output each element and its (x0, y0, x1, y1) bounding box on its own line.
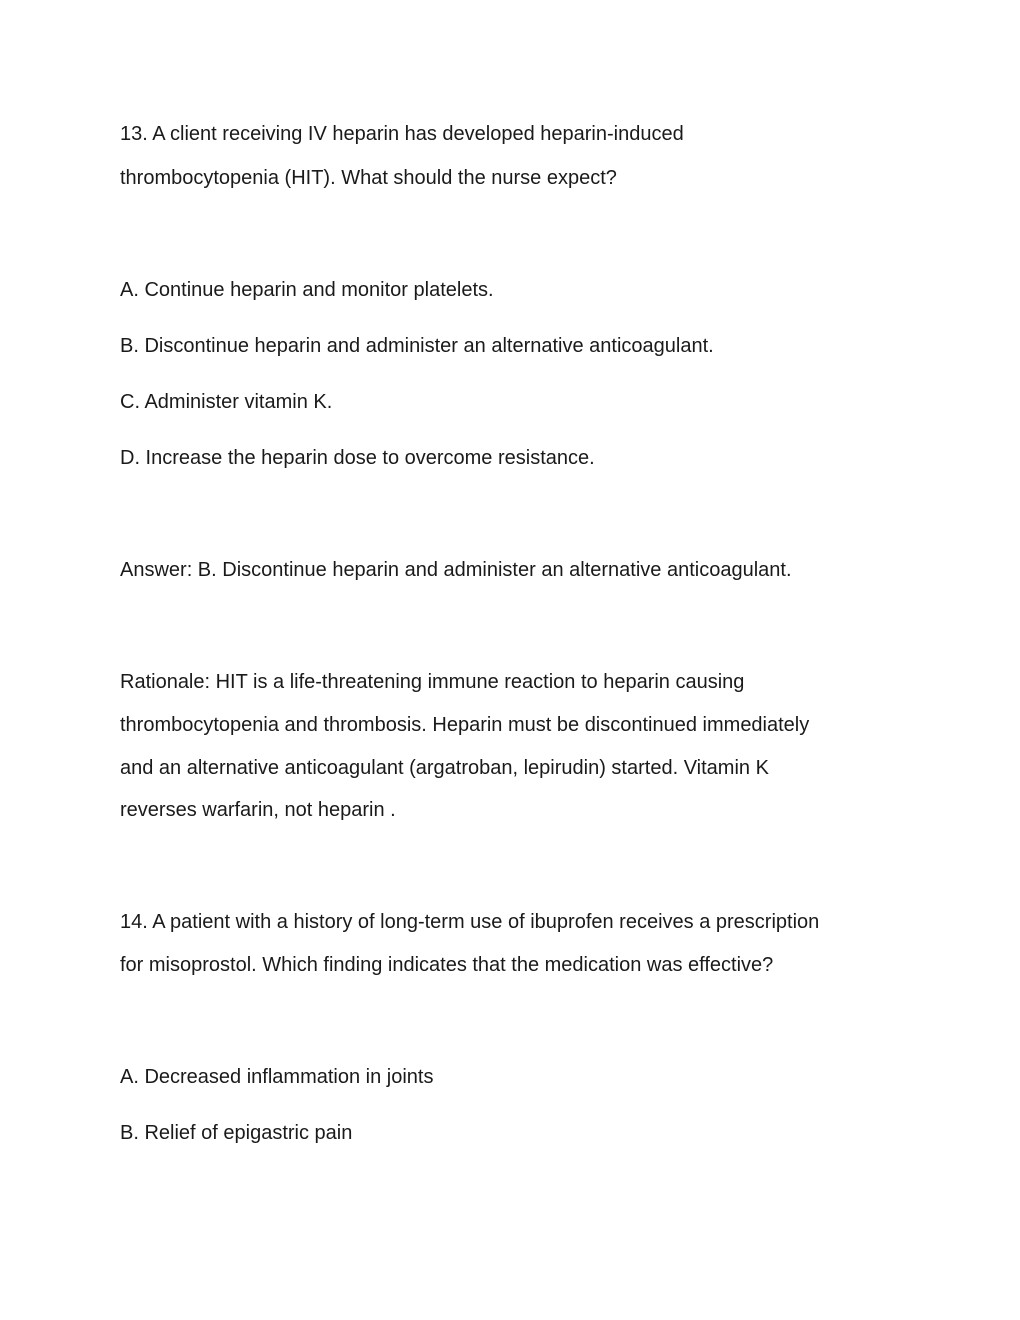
question-13-answer: Answer: B. Discontinue heparin and administer an alternative anticoagulant. (120, 559, 792, 581)
question-13-rationale-line-4: reverses warfarin, not heparin . (120, 799, 396, 821)
question-14-stem-line-2: for misoprostol. Which finding indicates that the medication was effective? (120, 954, 774, 976)
question-13-stem-line-1: 13. A client receiving IV heparin has developed heparin-induced (120, 123, 684, 145)
question-14-option-b: B. Relief of epigastric pain (120, 1122, 353, 1144)
question-13-rationale-line-3: and an alternative anticoagulant (argatroban, lepirudin) started. Vitamin K (120, 757, 769, 779)
question-13-option-d: D. Increase the heparin dose to overcome resistance. (120, 447, 595, 469)
question-13-option-b: B. Discontinue heparin and administer an alternative anticoagulant. (120, 335, 714, 357)
question-13-rationale-line-2: thrombocytopenia and thrombosis. Heparin must be discontinued immediately (120, 714, 810, 736)
question-13-rationale-line-1: Rationale: HIT is a life-threatening immune reaction to heparin causing (120, 671, 745, 693)
question-14-option-a: A. Decreased inflammation in joints (120, 1066, 434, 1088)
question-14-stem-line-1: 14. A patient with a history of long-term use of ibuprofen receives a prescription (120, 911, 820, 933)
question-13-stem-line-2: thrombocytopenia (HIT). What should the nurse expect? (120, 167, 617, 189)
question-13-option-a: A. Continue heparin and monitor platelets. (120, 279, 494, 301)
question-13-option-c: C. Administer vitamin K. (120, 391, 333, 413)
